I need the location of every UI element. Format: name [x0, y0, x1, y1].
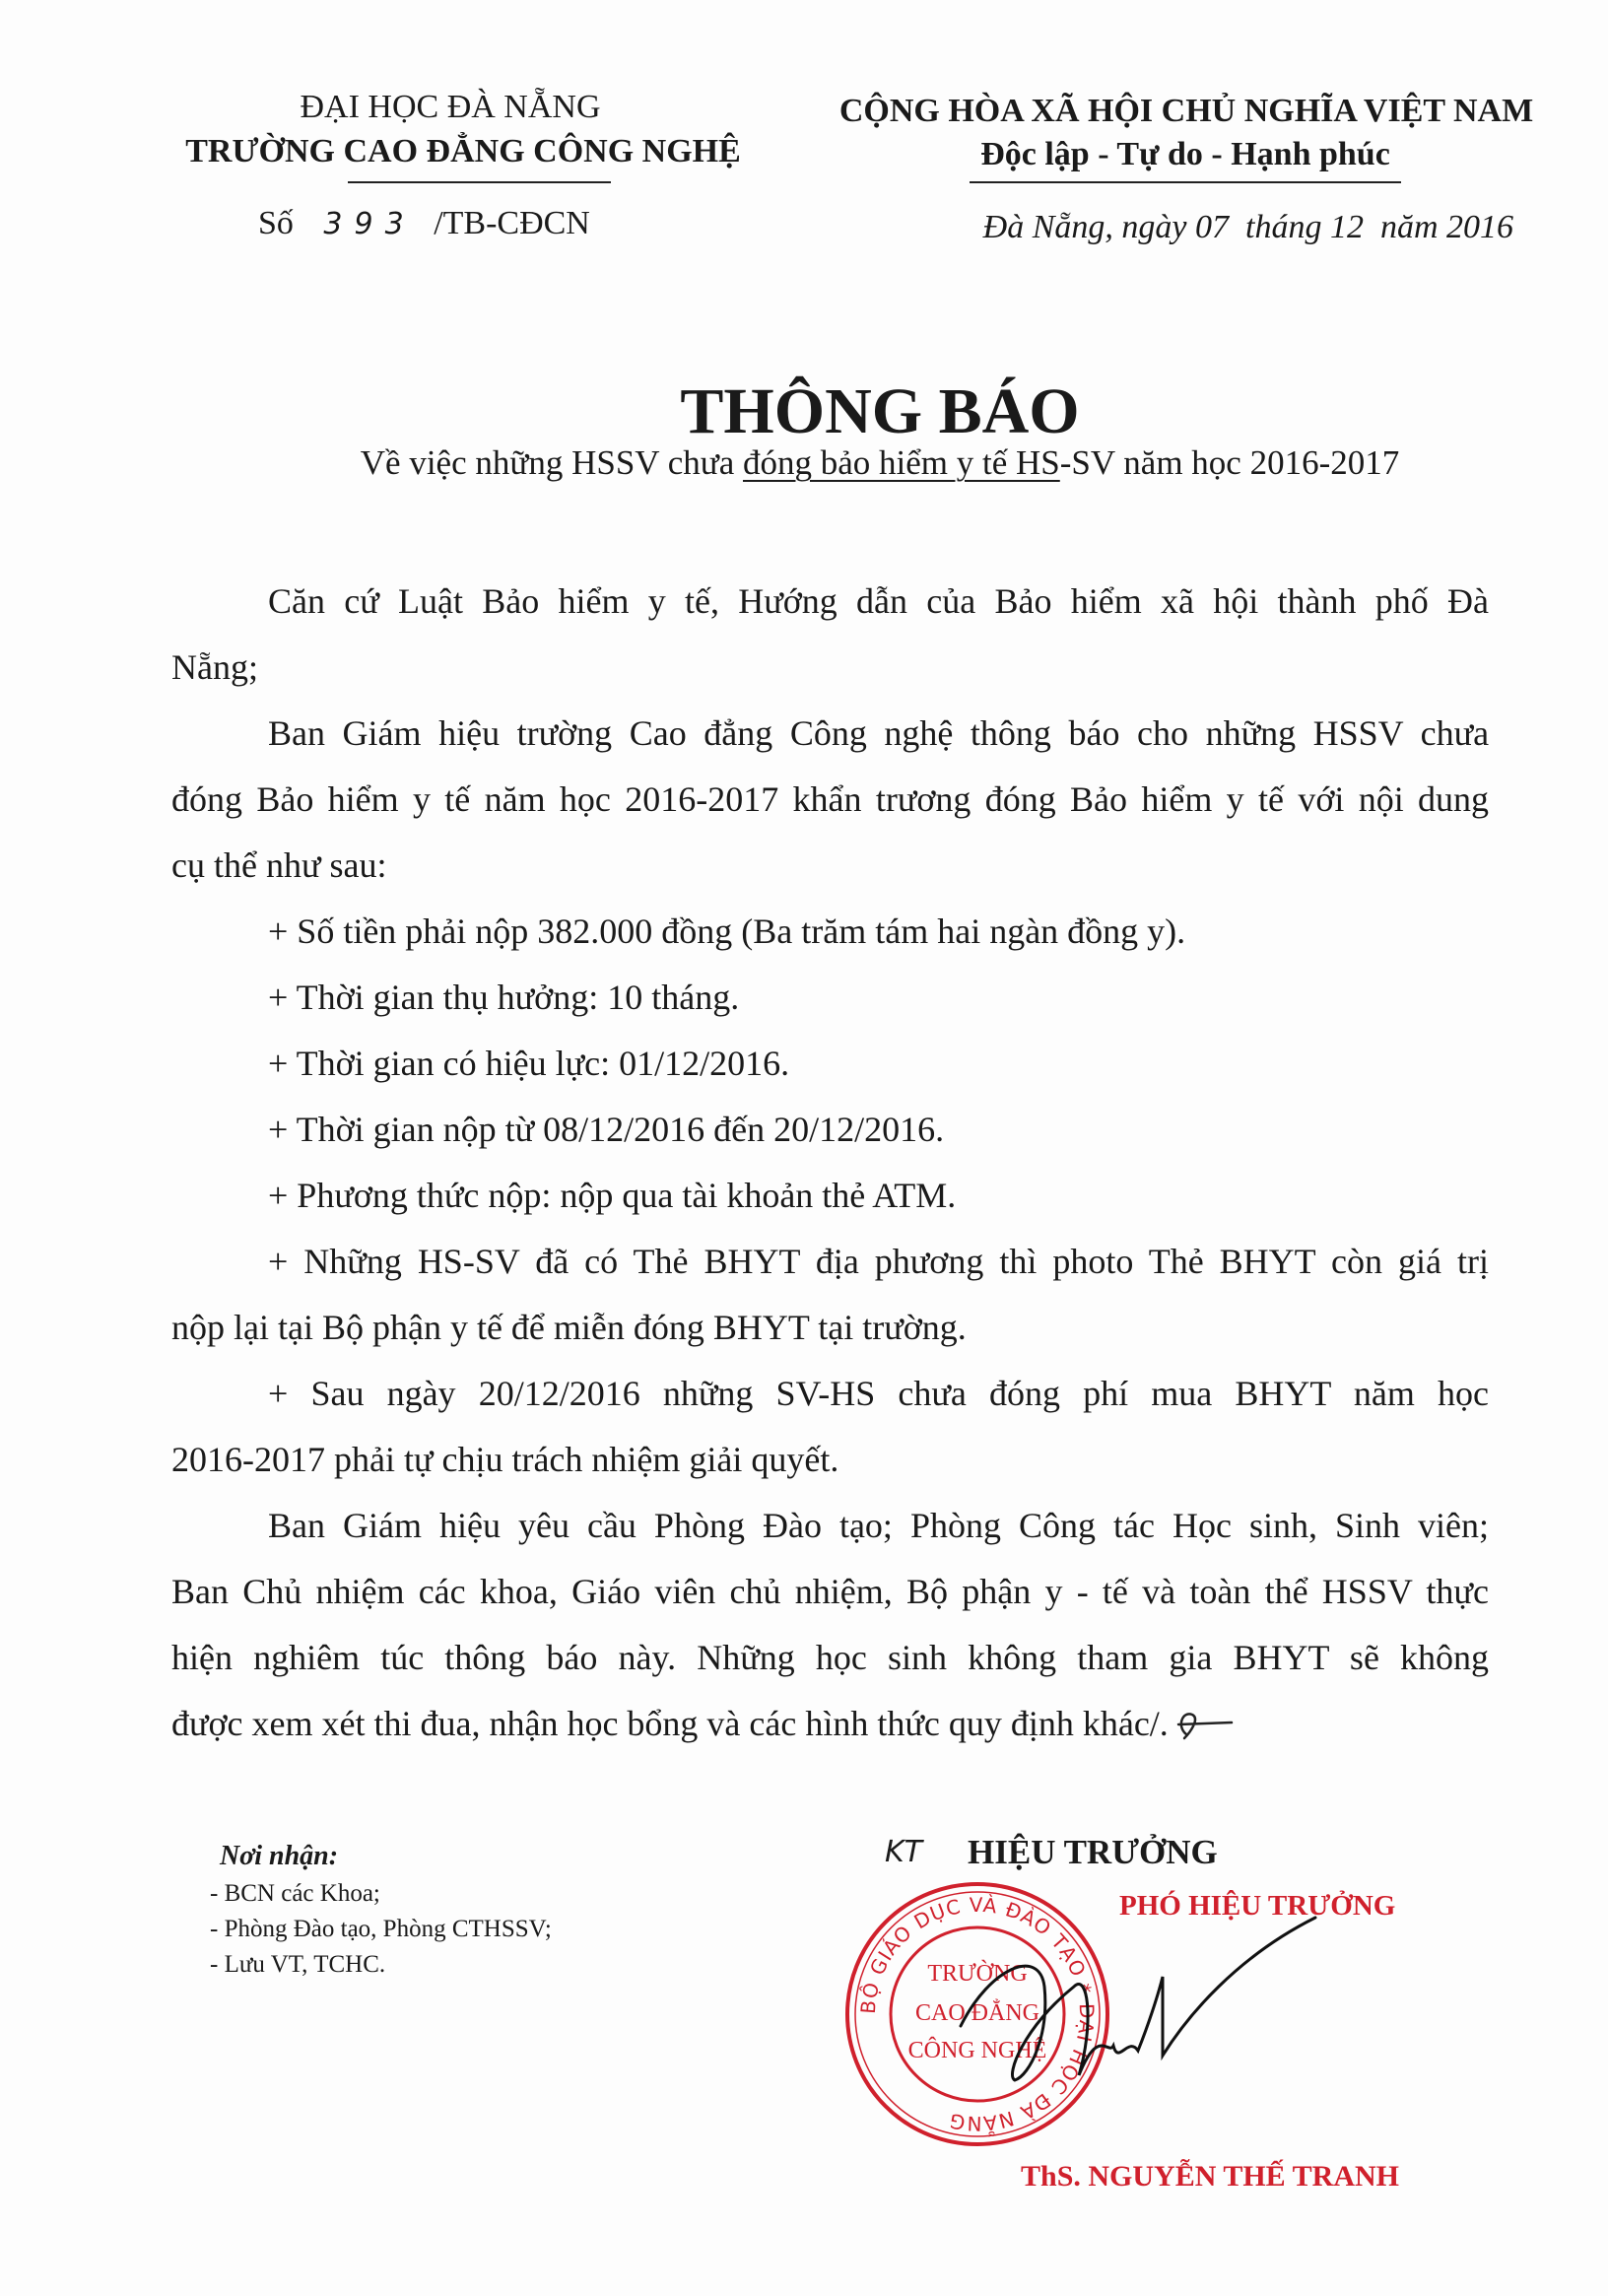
number-prefix: Số	[258, 205, 294, 241]
subtitle-underlined: đóng bảo hiểm y tế HS	[742, 443, 1060, 482]
signature-position: HIỆU TRƯỞNG	[968, 1833, 1218, 1871]
stamp-and-signature	[842, 1878, 1404, 2154]
body-line: + Sau ngày 20/12/2016 những SV-HS chưa đóng phí mua BHYT năm học	[268, 1374, 1489, 1413]
university-name: ĐẠI HỌC ĐÀ NẴNG	[300, 89, 601, 125]
body-line: Ban Chủ nhiệm các khoa, Giáo viên chủ nhiệm, Bộ phận y - tế và toàn thể HSSV thực	[171, 1572, 1489, 1611]
end-mark-scribble-icon	[1172, 1705, 1241, 1744]
issue-date: Đà Nẵng, ngày 07 tháng 12 năm 2016	[982, 209, 1513, 245]
body-line: Nẵng;	[171, 647, 258, 687]
stamp-inner-line: TRƯỜNG	[927, 1961, 1028, 1987]
recipients-label: Nơi nhận:	[220, 1841, 339, 1871]
signer-name: ThS. NGUYỄN THẾ TRANH	[1021, 2160, 1399, 2193]
signature-deputy-title: PHÓ HIỆU TRƯỞNG	[1119, 1890, 1396, 1922]
subtitle-part: Về việc những HSSV chưa	[360, 443, 743, 482]
stamp-seal	[847, 1884, 1107, 2144]
kt-handwritten: KT	[885, 1835, 922, 1869]
body-line: cụ thể như sau:	[171, 845, 387, 885]
body-line: + Phương thức nộp: nộp qua tài khoản thẻ ATM.	[268, 1176, 957, 1215]
header-left-rule	[348, 181, 611, 183]
body-line: đóng Bảo hiểm y tế năm học 2016-2017 khẩn trương đóng Bảo hiểm y tế với nội dung	[171, 779, 1490, 819]
body-line: + Thời gian có hiệu lực: 01/12/2016.	[268, 1044, 790, 1083]
body-line: + Thời gian nộp từ 08/12/2016 đến 20/12/2016.	[268, 1110, 945, 1149]
stamp-outer-text: BỘ GIÁO DỤC VÀ ĐÀO TẠO * ĐẠI HỌC ĐÀ NẴNG	[855, 1892, 1100, 2136]
body-line: 2016-2017 phải tự chịu trách nhiệm giải quyết.	[171, 1440, 839, 1479]
body-line: Ban Giám hiệu trường Cao đẳng Công nghệ thông báo cho những HSSV chưa	[268, 713, 1490, 753]
national-motto: Độc lập - Tự do - Hạnh phúc	[980, 136, 1390, 172]
country-name: CỘNG HÒA XÃ HỘI CHỦ NGHĨA VIỆT NAM	[838, 93, 1534, 129]
number-suffix: /TB-CĐCN	[434, 205, 590, 241]
recipient-item: - Lưu VT, TCHC.	[210, 1951, 386, 1978]
body-line: + Thời gian thụ hưởng: 10 tháng.	[268, 978, 740, 1017]
body-line: Ban Giám hiệu yêu cầu Phòng Đào tạo; Phòng Công tác Học sinh, Sinh viên;	[268, 1506, 1489, 1545]
header-right-rule	[970, 181, 1401, 183]
recipient-item: - Phòng Đào tạo, Phòng CTHSSV;	[210, 1916, 552, 1942]
subtitle-part: -SV năm học 2016-2017	[1059, 443, 1400, 482]
body-line: Căn cứ Luật Bảo hiểm y tế, Hướng dẫn của Bảo hiểm xã hội thành phố Đà	[268, 581, 1489, 621]
stamp-inner-line: CÔNG NGHỆ	[907, 2038, 1047, 2063]
document-number	[258, 205, 590, 242]
school-name: TRƯỜNG CAO ĐẲNG CÔNG NGHỆ	[185, 133, 741, 169]
body-line: được xem xét thi đua, nhận học bổng và các hình thức quy định khác/.	[171, 1704, 1169, 1743]
number-handwritten: 393	[323, 207, 416, 241]
body-line: hiện nghiêm túc thông báo này. Những học sinh không tham gia BHYT sẽ không	[171, 1638, 1490, 1677]
document-subtitle	[361, 443, 1399, 483]
stamp-inner-line: CAO ĐẲNG	[915, 2000, 1039, 2026]
body-line: + Những HS-SV đã có Thẻ BHYT địa phương thì photo Thẻ BHYT còn giá trị	[268, 1242, 1489, 1281]
recipient-item: - BCN các Khoa;	[210, 1880, 380, 1907]
body-line: nộp lại tại Bộ phận y tế để miễn đóng BHYT tại trường.	[171, 1308, 967, 1347]
document-title: THÔNG BÁO	[680, 375, 1080, 447]
body-line: + Số tiền phải nộp 382.000 đồng (Ba trăm tám hai ngàn đồng y).	[268, 912, 1186, 951]
